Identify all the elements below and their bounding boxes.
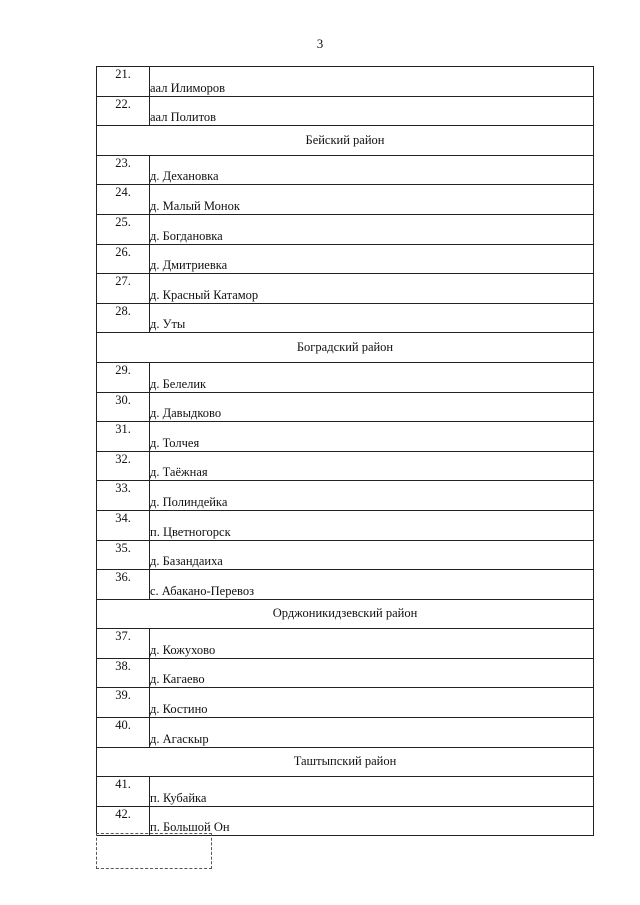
table-row bbox=[97, 185, 594, 215]
row-number: 32. bbox=[97, 451, 150, 481]
table-row bbox=[97, 570, 594, 600]
row-number: 38. bbox=[97, 658, 150, 688]
settlement-name: д. Белелик bbox=[150, 362, 594, 392]
row-number: 31. bbox=[97, 422, 150, 452]
section-title: Таштыпский район bbox=[97, 747, 594, 777]
section-header-row bbox=[97, 599, 594, 629]
section-title: Бейский район bbox=[97, 126, 594, 156]
row-number: 33. bbox=[97, 481, 150, 511]
table-row bbox=[97, 481, 594, 511]
settlement-name: д. Полиндейка bbox=[150, 481, 594, 511]
settlement-name: д. Уты bbox=[150, 303, 594, 333]
settlement-name: аал Политов bbox=[150, 96, 594, 126]
table-row bbox=[97, 392, 594, 422]
row-number: 39. bbox=[97, 688, 150, 718]
table-row bbox=[97, 658, 594, 688]
settlement-name: д. Базандаиха bbox=[150, 540, 594, 570]
section-header-row bbox=[97, 747, 594, 777]
settlement-name: п. Цветногорск bbox=[150, 510, 594, 540]
table-body bbox=[97, 67, 594, 836]
table-row bbox=[97, 214, 594, 244]
page-number: 3 bbox=[316, 36, 324, 51]
settlement-name: д. Таёжная bbox=[150, 451, 594, 481]
table-row bbox=[97, 806, 594, 836]
row-number: 21. bbox=[97, 67, 150, 97]
row-number: 26. bbox=[97, 244, 150, 274]
settlement-name: д. Дехановка bbox=[150, 155, 594, 185]
settlements-table bbox=[96, 66, 594, 836]
settlement-name: д. Агаскыр bbox=[150, 718, 594, 748]
table-row bbox=[97, 540, 594, 570]
table-row bbox=[97, 422, 594, 452]
row-number: 37. bbox=[97, 629, 150, 659]
section-title: Орджоникидзевский район bbox=[97, 599, 594, 629]
row-number: 30. bbox=[97, 392, 150, 422]
row-number: 23. bbox=[97, 155, 150, 185]
settlement-name: п. Кубайка bbox=[150, 777, 594, 807]
settlement-name: д. Толчея bbox=[150, 422, 594, 452]
settlement-name: д. Дмитриевка bbox=[150, 244, 594, 274]
table-row bbox=[97, 362, 594, 392]
row-number: 29. bbox=[97, 362, 150, 392]
table-row bbox=[97, 67, 594, 97]
settlement-name: д. Богдановка bbox=[150, 214, 594, 244]
table-row bbox=[97, 718, 594, 748]
settlement-name: п. Большой Он bbox=[150, 806, 594, 836]
table-row bbox=[97, 777, 594, 807]
row-number: 35. bbox=[97, 540, 150, 570]
row-number: 24. bbox=[97, 185, 150, 215]
section-title: Боградский район bbox=[97, 333, 594, 363]
row-number: 34. bbox=[97, 510, 150, 540]
section-header-row bbox=[97, 333, 594, 363]
settlement-name: д. Кожухово bbox=[150, 629, 594, 659]
table-row bbox=[97, 451, 594, 481]
row-number: 25. bbox=[97, 214, 150, 244]
settlement-name: с. Абакано-Перевоз bbox=[150, 570, 594, 600]
settlement-name: д. Малый Монок bbox=[150, 185, 594, 215]
settlement-name: аал Илиморов bbox=[150, 67, 594, 97]
row-number: 41. bbox=[97, 777, 150, 807]
table-row bbox=[97, 96, 594, 126]
official-stamp bbox=[96, 833, 212, 869]
table-row bbox=[97, 629, 594, 659]
settlement-name: д. Красный Катамор bbox=[150, 274, 594, 304]
table-row bbox=[97, 274, 594, 304]
row-number: 42. bbox=[97, 806, 150, 836]
section-header-row bbox=[97, 126, 594, 156]
row-number: 28. bbox=[97, 303, 150, 333]
row-number: 22. bbox=[97, 96, 150, 126]
table-row bbox=[97, 244, 594, 274]
table-row bbox=[97, 303, 594, 333]
row-number: 27. bbox=[97, 274, 150, 304]
table-row bbox=[97, 688, 594, 718]
row-number: 40. bbox=[97, 718, 150, 748]
settlement-name: д. Кагаево bbox=[150, 658, 594, 688]
row-number: 36. bbox=[97, 570, 150, 600]
settlement-name: д. Костино bbox=[150, 688, 594, 718]
settlement-name: д. Давыдково bbox=[150, 392, 594, 422]
table-row bbox=[97, 155, 594, 185]
table-row bbox=[97, 510, 594, 540]
